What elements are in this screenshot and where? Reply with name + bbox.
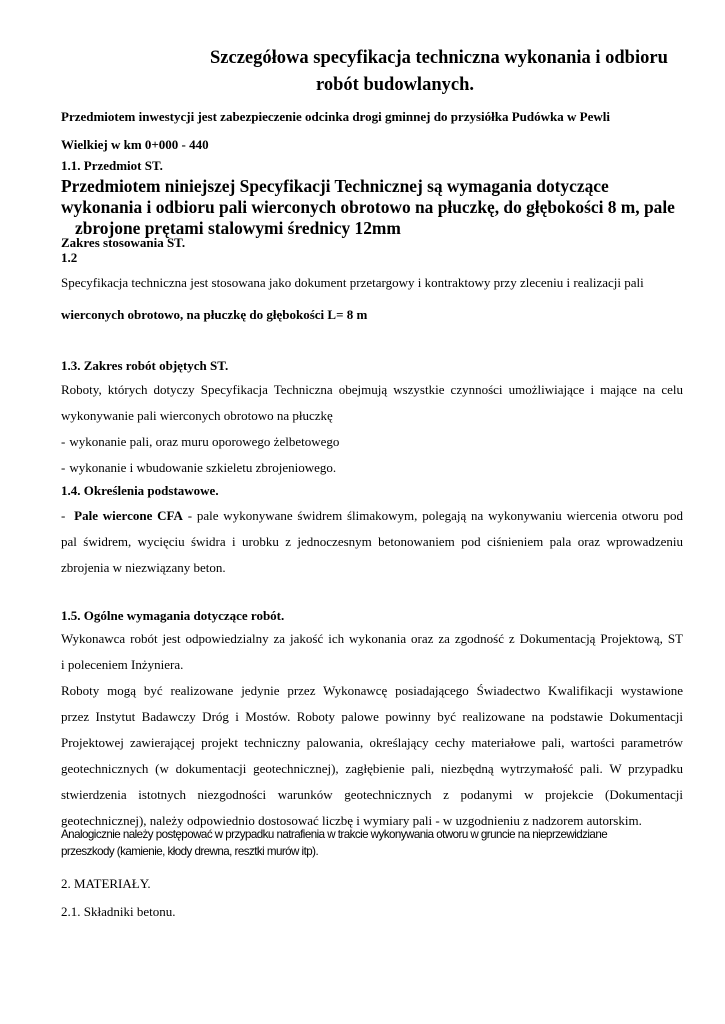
intro-line-2: Wielkiej w km 0+000 - 440 bbox=[61, 137, 209, 152]
section-1-4-text bbox=[61, 503, 683, 581]
title-line-1: Szczegółowa specyfikacja techniczna wykonania i odbioru bbox=[210, 48, 668, 68]
requirements-p1-line-2: i poleceniem Inżyniera. bbox=[61, 657, 184, 672]
subject-line-2: wykonania i odbioru pali wierconych obrotowo na płuczkę, do głębokości 8 m, pale bbox=[61, 197, 675, 217]
section-1-3-heading: 1.3. Zakres robót objętych ST. bbox=[61, 358, 229, 373]
section-1-2-heading: Zakres stosowania ST. bbox=[61, 235, 186, 250]
requirements-p2-line-5: stwierdzenia istotnych niezgodności warunków geotechnicznych z podanymi w projekcie (Dokumentacji bbox=[61, 787, 683, 802]
subject-line-3: zbrojone prętami stalowymi średnicy 12mm bbox=[75, 218, 401, 238]
requirements-note bbox=[61, 826, 683, 860]
scope-line-2: wykonywanie pali wierconych obrotowo na płuczkę bbox=[61, 408, 333, 423]
requirements-p2-line-2: przez Instytut Badawczy Dróg i Mostów. Roboty palowe powinny być realizowane na podstawie Dokumentacji bbox=[61, 709, 683, 724]
definition-line-1: - Pale wiercone CFA - pale wykonywane świdrem ślimakowym, polegają na wykonywaniu wiercenia otworu pod bbox=[61, 508, 684, 523]
section-2-1-heading: 2.1. Składniki betonu. bbox=[61, 904, 176, 919]
section-1-2-line-1: Specyfikacja techniczna jest stosowana jako dokument przetargowy i kontraktowy przy zleceniu i realizacji pali bbox=[61, 275, 644, 290]
requirements-p2-line-6: geotechnicznej), należy odpowiednio dostosować liczbę i wymiary pali - w uzgodnieniu z nadzorem autorskim. bbox=[61, 813, 642, 828]
requirements-p2-line-3: Projektowej zawierającej projekt techniczny palowania, określający cechy materiałowe pali, wartości parametrów bbox=[61, 735, 683, 750]
requirements-p2-line-4: geotechnicznych (w dokumentacji geotechnicznej), zagłębienie pali, niezbędną wytrzymałość pali. W przypadku bbox=[61, 761, 683, 776]
section-1-1-subject bbox=[61, 176, 683, 239]
requirements-note-line-2: przeszkody (kamienie, kłody drewna, resztki murów itp). bbox=[61, 845, 319, 858]
requirements-p2-line-1: Roboty mogą być realizowane jedynie przez Wykonawcę posiadającego Świadectwo Kwalifikacji wystawione bbox=[61, 683, 683, 698]
definition-term: Pale wiercone CFA bbox=[74, 508, 183, 523]
scope-bullet-1: - wykonanie pali, oraz muru oporowego żelbetowego bbox=[61, 434, 340, 449]
subject-line-1: Przedmiotem niniejszej Specyfikacji Technicznej są wymagania dotyczące bbox=[61, 176, 609, 196]
section-1-2-line-2: wierconych obrotowo, na płuczkę do głębokości L= 8 m bbox=[61, 307, 368, 322]
intro-line-1: Przedmiotem inwestycji jest zabezpieczenie odcinka drogi gminnej do przysiółka Pudówka w Pewli bbox=[61, 109, 610, 124]
section-1-3-text bbox=[61, 377, 683, 481]
definition-line-3: zbrojenia w niezwiązany beton. bbox=[61, 560, 226, 575]
section-1-5-heading: 1.5. Ogólne wymagania dotyczące robót. bbox=[61, 608, 285, 623]
section-1-5-text bbox=[61, 626, 683, 834]
requirements-note-line-1: Analogicznie należy postępować w przypadku natrafienia w trakcie wykonywania otworu w gruncie na nieprzewidziane bbox=[61, 828, 608, 841]
scope-line-1: Roboty, których dotyczy Specyfikacja Techniczna obejmują wszystkie czynności umożliwiające i mające na celu bbox=[61, 382, 683, 397]
requirements-p1-line-1: Wykonawca robót jest odpowiedzialny za jakość ich wykonania oraz za zgodność z Dokumentacją Projektową, ST bbox=[61, 631, 683, 646]
section-1-2-number: 1.2 bbox=[61, 250, 78, 265]
investment-intro bbox=[61, 103, 683, 159]
section-1-1-heading: 1.1. Przedmiot ST. bbox=[61, 158, 163, 173]
scope-bullet-2: - wykonanie i wbudowanie szkieletu zbrojeniowego. bbox=[61, 460, 337, 475]
document-title bbox=[60, 45, 720, 99]
section-1-4-heading: 1.4. Określenia podstawowe. bbox=[61, 483, 219, 498]
title-line-2: robót budowlanych. bbox=[316, 75, 474, 95]
section-2-heading: 2. MATERIAŁY. bbox=[61, 876, 151, 891]
definition-line-2: pal świdrem, wycięciu świdra i urobku z jednoczesnym betonowaniem pod ciśnieniem pala oraz wprowadzeniu bbox=[61, 534, 683, 549]
